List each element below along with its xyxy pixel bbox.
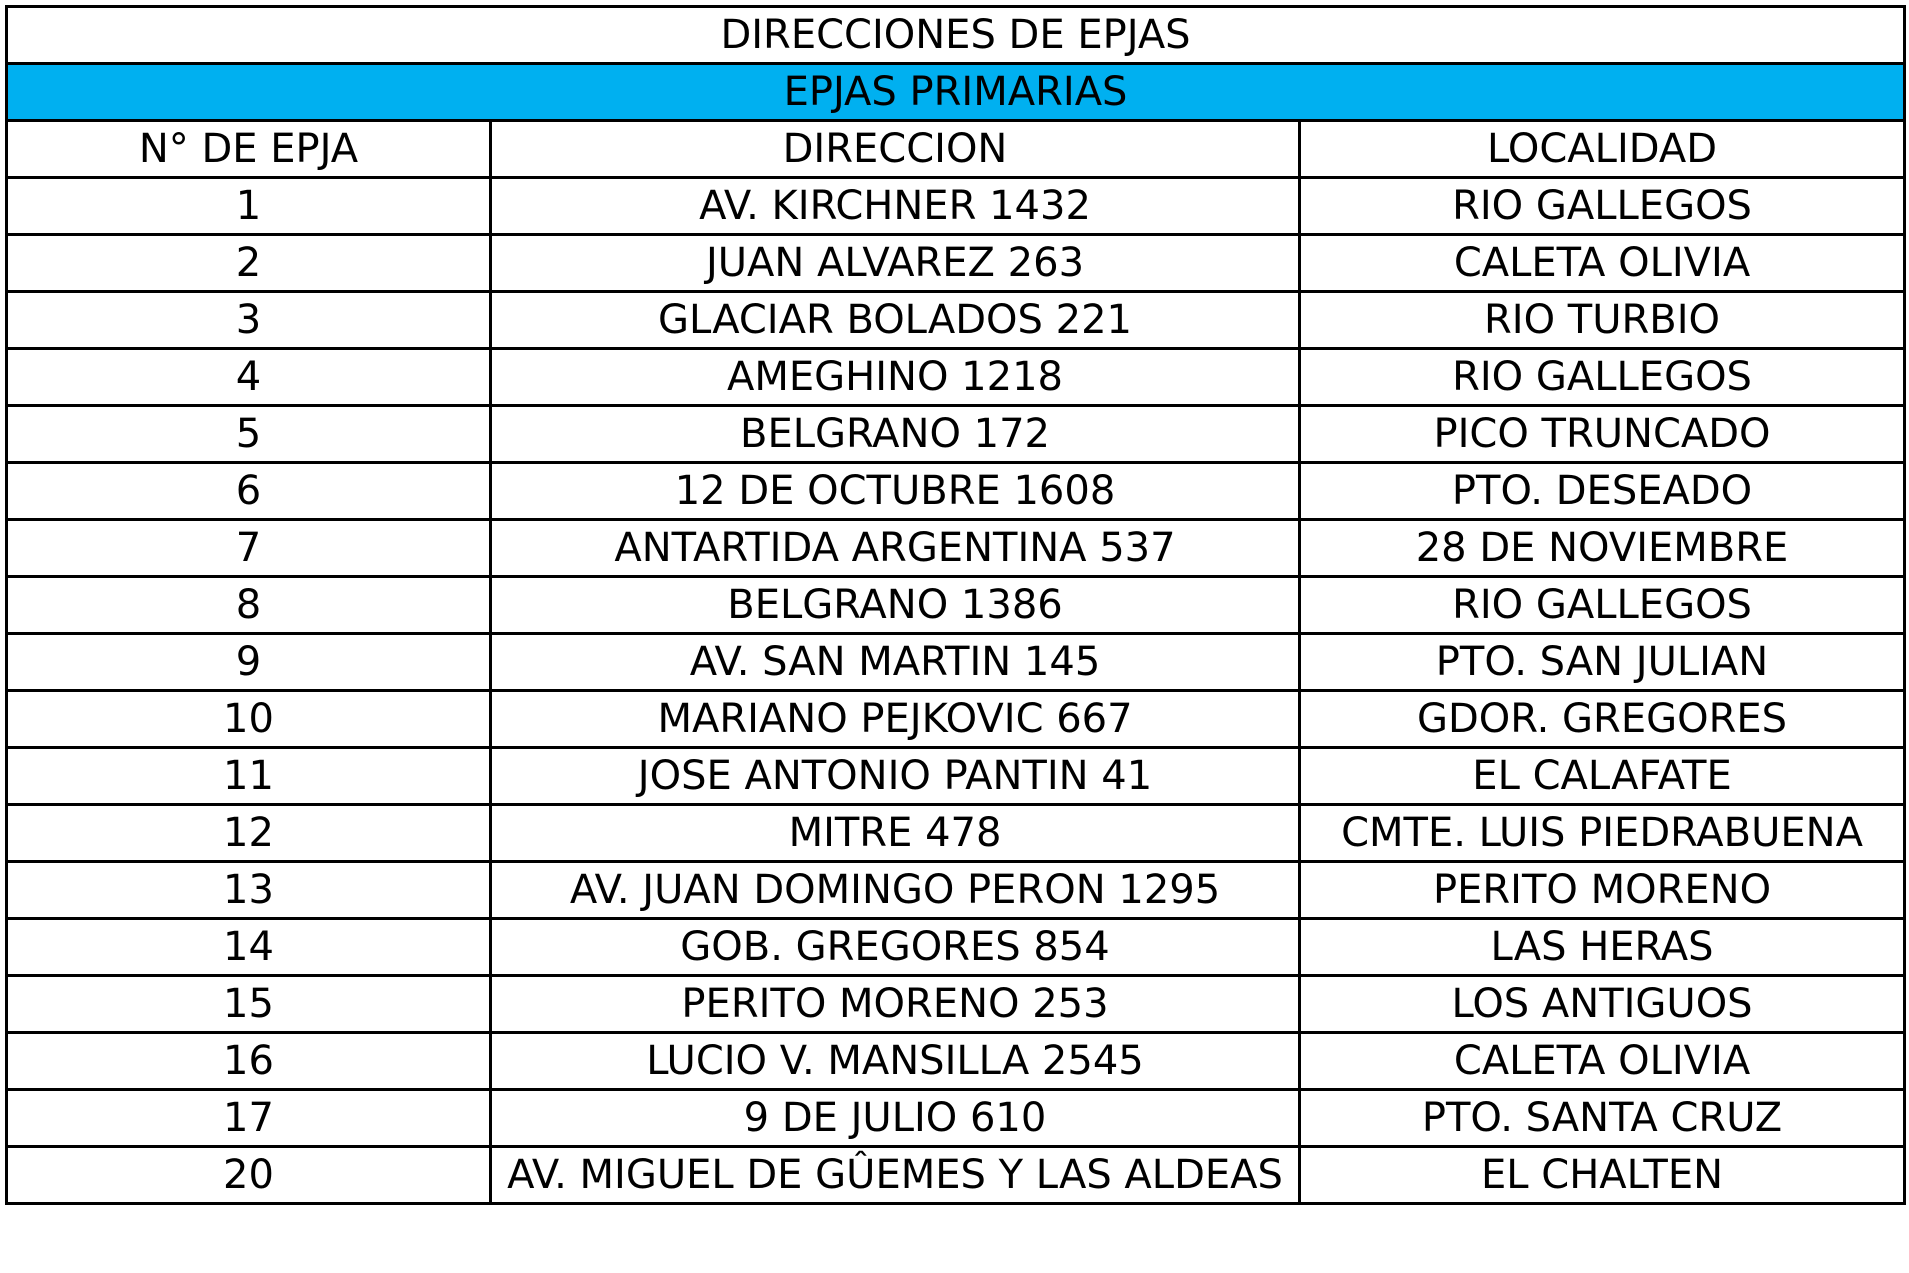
cell-epja-number: 9 xyxy=(7,634,491,691)
cell-locality: PTO. SANTA CRUZ xyxy=(1300,1090,1905,1147)
cell-epja-number: 20 xyxy=(7,1147,491,1204)
cell-address: MITRE 478 xyxy=(491,805,1300,862)
table-row xyxy=(7,748,1905,805)
table-title: DIRECCIONES DE EPJAS xyxy=(7,7,1905,64)
cell-locality: PICO TRUNCADO xyxy=(1300,406,1905,463)
cell-locality: CALETA OLIVIA xyxy=(1300,235,1905,292)
header-row xyxy=(7,121,1905,178)
cell-epja-number: 17 xyxy=(7,1090,491,1147)
cell-locality: PTO. SAN JULIAN xyxy=(1300,634,1905,691)
table-row xyxy=(7,520,1905,577)
cell-epja-number: 10 xyxy=(7,691,491,748)
table-row xyxy=(7,1147,1905,1204)
epjas-address-table xyxy=(5,5,1906,1205)
cell-locality: RIO GALLEGOS xyxy=(1300,577,1905,634)
cell-locality: EL CHALTEN xyxy=(1300,1147,1905,1204)
cell-address: 9 DE JULIO 610 xyxy=(491,1090,1300,1147)
table-row xyxy=(7,406,1905,463)
cell-address: GOB. GREGORES 854 xyxy=(491,919,1300,976)
cell-epja-number: 13 xyxy=(7,862,491,919)
title-row xyxy=(7,7,1905,64)
table-row xyxy=(7,634,1905,691)
cell-address: AV. SAN MARTIN 145 xyxy=(491,634,1300,691)
cell-locality: GDOR. GREGORES xyxy=(1300,691,1905,748)
cell-address: BELGRANO 1386 xyxy=(491,577,1300,634)
cell-locality: RIO TURBIO xyxy=(1300,292,1905,349)
table-row xyxy=(7,976,1905,1033)
cell-epja-number: 1 xyxy=(7,178,491,235)
cell-epja-number: 15 xyxy=(7,976,491,1033)
table-row xyxy=(7,292,1905,349)
table-row xyxy=(7,178,1905,235)
cell-locality: RIO GALLEGOS xyxy=(1300,349,1905,406)
cell-epja-number: 11 xyxy=(7,748,491,805)
section-row xyxy=(7,64,1905,121)
table-row xyxy=(7,463,1905,520)
cell-address: ANTARTIDA ARGENTINA 537 xyxy=(491,520,1300,577)
header-locality: LOCALIDAD xyxy=(1300,121,1905,178)
cell-address: JUAN ALVAREZ 263 xyxy=(491,235,1300,292)
table-row xyxy=(7,235,1905,292)
cell-address: 12 DE OCTUBRE 1608 xyxy=(491,463,1300,520)
cell-address: AV. JUAN DOMINGO PERON 1295 xyxy=(491,862,1300,919)
cell-address: PERITO MORENO 253 xyxy=(491,976,1300,1033)
cell-locality: CALETA OLIVIA xyxy=(1300,1033,1905,1090)
cell-locality: LAS HERAS xyxy=(1300,919,1905,976)
cell-epja-number: 2 xyxy=(7,235,491,292)
cell-address: AV. KIRCHNER 1432 xyxy=(491,178,1300,235)
cell-locality: 28 DE NOVIEMBRE xyxy=(1300,520,1905,577)
cell-epja-number: 6 xyxy=(7,463,491,520)
cell-epja-number: 3 xyxy=(7,292,491,349)
table-row xyxy=(7,691,1905,748)
cell-address: GLACIAR BOLADOS 221 xyxy=(491,292,1300,349)
cell-address: AV. MIGUEL DE GÛEMES Y LAS ALDEAS xyxy=(491,1147,1300,1204)
header-number: N° DE EPJA xyxy=(7,121,491,178)
cell-epja-number: 14 xyxy=(7,919,491,976)
cell-epja-number: 5 xyxy=(7,406,491,463)
cell-address: LUCIO V. MANSILLA 2545 xyxy=(491,1033,1300,1090)
cell-locality: RIO GALLEGOS xyxy=(1300,178,1905,235)
cell-epja-number: 8 xyxy=(7,577,491,634)
cell-epja-number: 4 xyxy=(7,349,491,406)
table-row xyxy=(7,1090,1905,1147)
cell-address: MARIANO PEJKOVIC 667 xyxy=(491,691,1300,748)
cell-locality: EL CALAFATE xyxy=(1300,748,1905,805)
header-address: DIRECCION xyxy=(491,121,1300,178)
cell-epja-number: 12 xyxy=(7,805,491,862)
table-body xyxy=(7,7,1905,1204)
cell-address: JOSE ANTONIO PANTIN 41 xyxy=(491,748,1300,805)
table-row xyxy=(7,1033,1905,1090)
cell-locality: CMTE. LUIS PIEDRABUENA xyxy=(1300,805,1905,862)
cell-epja-number: 16 xyxy=(7,1033,491,1090)
cell-epja-number: 7 xyxy=(7,520,491,577)
section-title: EPJAS PRIMARIAS xyxy=(7,64,1905,121)
cell-address: BELGRANO 172 xyxy=(491,406,1300,463)
table-row xyxy=(7,349,1905,406)
table-row xyxy=(7,577,1905,634)
table-row xyxy=(7,919,1905,976)
table-row xyxy=(7,805,1905,862)
cell-address: AMEGHINO 1218 xyxy=(491,349,1300,406)
cell-locality: LOS ANTIGUOS xyxy=(1300,976,1905,1033)
table-row xyxy=(7,862,1905,919)
cell-locality: PERITO MORENO xyxy=(1300,862,1905,919)
cell-locality: PTO. DESEADO xyxy=(1300,463,1905,520)
